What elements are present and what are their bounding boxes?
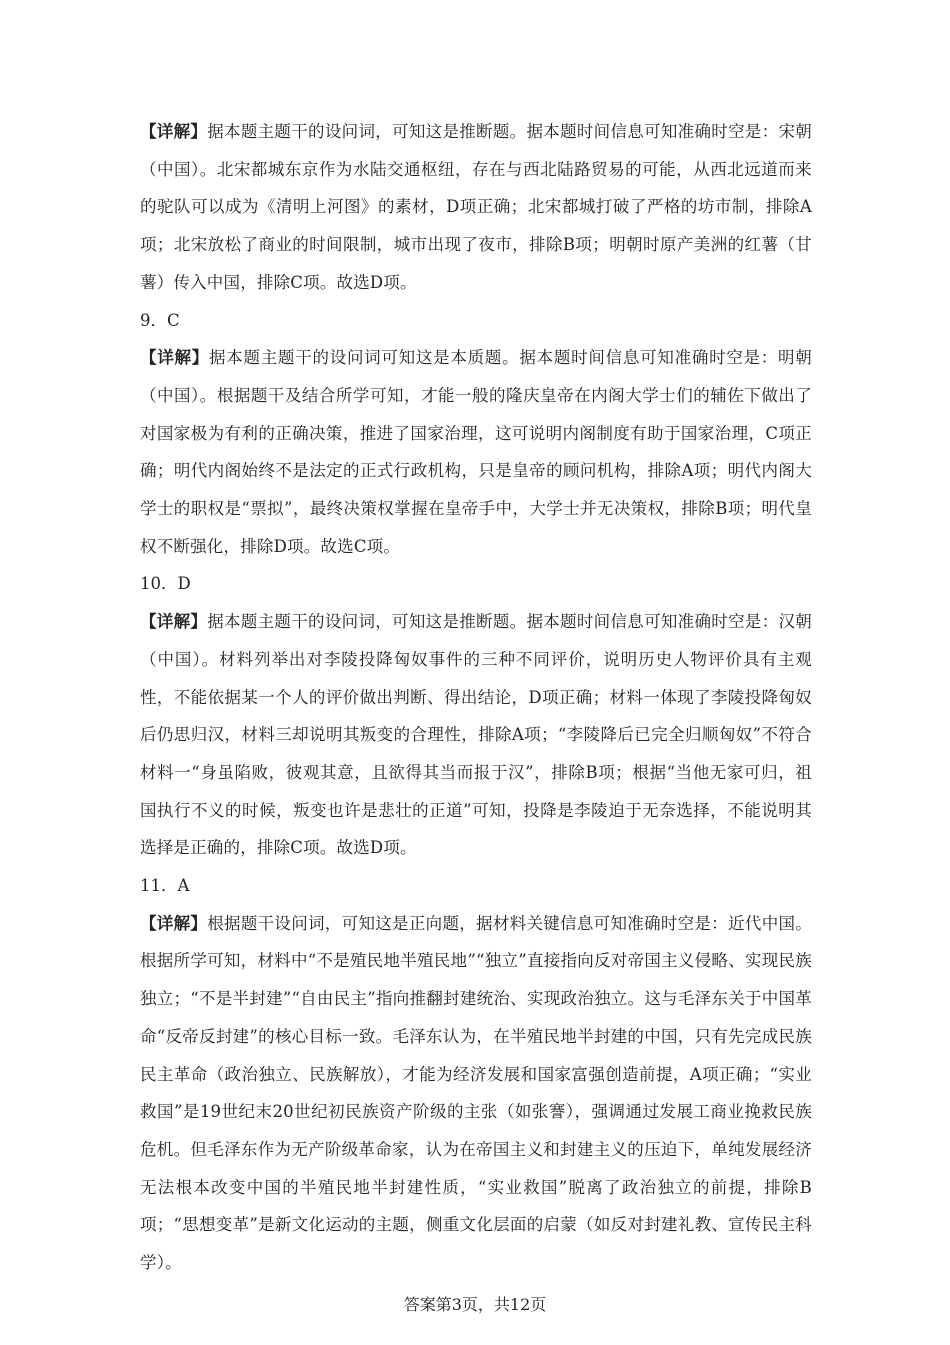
answer-number: 11．A	[140, 876, 190, 896]
explanation-text: 据本题主题干的设问词，可知这是推断题。据本题时间信息可知准确时空是：汉朝（中国）。材料列举出对李陵投降匈奴事件的三种不同评价，说明历史人物评价具有主观性，不能依据某一个人的评价做出判断、得出结论，D项正确；材料一体现了李陵投降匈奴后仍思归汉，材料三却说明其叛变的合理性，排除A项；“李陵降后已完全归顺匈奴”不符合材料一“身虽陷败，彼观其意，且欲得其当而报于汉”，排除B项；根据“当他无家可归，祖国执行不义的时候，叛变也许是悲壮的正道”可知，投降是李陵迫于无奈选择，不能说明其选择是正确的，排除C项。故选D项。	[140, 612, 812, 858]
answer-number: 9．C	[140, 310, 180, 330]
answer-content	[140, 113, 812, 1282]
explanation-label: 【详解】	[140, 612, 208, 632]
explanation-paragraph	[140, 339, 812, 565]
explanation-text: 据本题主题干的设问词可知这是本质题。据本题时间信息可知准确时空是：明朝（中国）。根据题干及结合所学可知，才能一般的隆庆皇帝在内阁大学士们的辅佐下做出了对国家极为有利的正确决策，推进了国家治理，这可说明内阁制度有助于国家治理，C项正确；明代内阁始终不是法定的正式行政机构，只是皇帝的顾问机构，排除A项；明代内阁大学士的职权是“票拟”，最终决策权掌握在皇帝手中，大学士并无决策权，排除B项；明代皇权不断强化，排除D项。故选C项。	[140, 348, 812, 556]
explanation-label: 【详解】	[140, 348, 209, 368]
explanation-text: 据本题主题干的设问词，可知这是推断题。据本题时间信息可知准确时空是：宋朝（中国）。北宋都城东京作为水陆交通枢纽，存在与西北陆路贸易的可能，从西北远道而来的驼队可以成为《清明上河图》的素材，D项正确；北宋都城打破了严格的坊市制，排除A项；北宋放松了商业的时间限制，城市出现了夜市，排除B项；明朝时原产美洲的红薯（甘薯）传入中国，排除C项。故选D项。	[140, 122, 812, 292]
explanation-text: 根据题干设问词，可知这是正向题，据材料关键信息可知准确时空是：近代中国。根据所学可知，材料中“不是殖民地半殖民地”“独立”直接指向反对帝国主义侵略、实现民族独立；“不是半封建”“自由民主”指向推翻封建统治、实现政治独立。这与毛泽东关于中国革命“反帝反封建”的核心目标一致。毛泽东认为，在半殖民地半封建的中国，只有先完成民族民主革命（政治独立、民族解放），才能为经济发展和国家富强创造前提，A项正确；“实业救国”是19世纪末20世纪初民族资产阶级的主张（如张謇），强调通过发展工商业挽救民族危机。但毛泽东作为无产阶级革命家，认为在帝国主义和封建主义的压迫下，单纯发展经济无法根本改变中国的半殖民地半封建性质，“实业救国”脱离了政治独立的前提，排除B项；“思想变革”是新文化运动的主题，侧重文化层面的启蒙（如反对封建礼教、宣传民主科学）。	[140, 913, 812, 1273]
explanation-paragraph	[140, 603, 812, 867]
page-footer: 答案第3页，共12页	[403, 1295, 547, 1314]
explanation-paragraph	[140, 905, 812, 1282]
explanation-label: 【详解】	[140, 122, 208, 141]
explanation-paragraph	[140, 113, 812, 302]
explanation-label: 【详解】	[140, 913, 208, 933]
answer-number: 10．D	[140, 574, 191, 594]
